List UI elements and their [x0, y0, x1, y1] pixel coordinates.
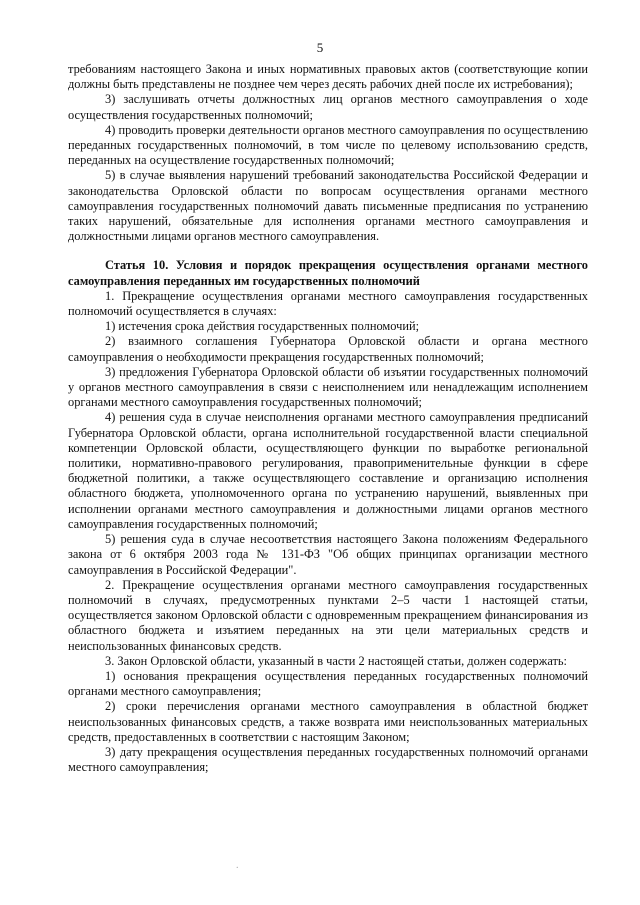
list-item: 2) взаимного соглашения Губернатора Орловской области и органа местного самоуправления о необходимости прекращения государственных полномочий; — [68, 334, 588, 364]
list-item: 4) проводить проверки деятельности органов местного самоуправления по осуществлению переданных государственных полномочий, в том числе по целевому использованию средств, переданных на осуществление государственных полномочий; — [68, 122, 588, 168]
list-item: 5) в случае выявления нарушений требований законодательства Российской Федерации и законодательства Орловской области по вопросам осуществления органами местного самоуправления государственных полномочий давать письменные предписания по устранению таких нарушений, обязательные для исполнения органами местного самоуправления и должностными лицами органов местного самоуправления. — [68, 168, 588, 244]
document-body — [68, 62, 588, 775]
list-item: 3) дату прекращения осуществления переданных государственных полномочий органами местного самоуправления; — [68, 744, 588, 775]
footer-mark: . — [236, 860, 239, 871]
list-item: 3) предложения Губернатора Орловской области об изъятии государственных полномочий у органов местного самоуправления в связи с неисполнением или ненадлежащим исполнением органами местного самоуправления государственных полномочий; — [68, 364, 588, 410]
page-number: 5 — [316, 40, 324, 55]
list-item: 1) истечения срока действия государственных полномочий; — [105, 319, 420, 334]
article-heading: Статья 10. Условия и порядок прекращения осуществления органами местного самоуправления переданных им государственных полномочий — [68, 258, 588, 288]
paragraph: 1. Прекращение осуществления органами местного самоуправления государственных полномочий осуществляется в случаях: — [68, 288, 588, 319]
paragraph: 3. Закон Орловской области, указанный в части 2 настоящей статьи, должен содержать: — [105, 653, 568, 668]
list-item: 4) решения суда в случае неисполнения органами местного самоуправления предписаний Губернатора Орловской области, органа исполнительной государственной власти специальной компетенции Орловской области, осуществляющего функции по выработке региональной политики, нормативно-правового регулирования, правоприменительные функции в сфере бюджетной политики, а также осуществляющего составление и организацию исполнения областного бюджета, уполномоченного органа по устранению нарушений, выявленных при исполнении органами местного самоуправления и должностными лицами органов местного самоуправления государственных полномочий; — [68, 410, 588, 531]
list-item: 5) решения суда в случае несоответствия настоящего Закона положениям Федерального закона от 6 октября 2003 года № 131-ФЗ "Об общих принципах организации местного самоуправления в Российской Федерации". — [68, 532, 588, 577]
list-item: 3) заслушивать отчеты должностных лиц органов местного самоуправления о ходе осуществления государственных полномочий; — [68, 92, 588, 122]
paragraph-continuation: требованиям настоящего Закона и иных нормативных правовых актов (соответствующие копии должны быть представлены не позднее чем через десять рабочих дней после их истребования); — [68, 62, 588, 92]
paragraph: 2. Прекращение осуществления органами местного самоуправления государственных полномочий в случаях, предусмотренных пунктами 2–5 части 1 настоящей статьи, осуществляется законом Орловской области с одновременным прекращением финансирования из областного бюджета и изъятием переданных на эти цели материальных средств и неиспользованных финансовых средств. — [68, 577, 588, 653]
list-item: 2) сроки перечисления органами местного самоуправления в областной бюджет неиспользованных финансовых средств, а также возврата ими неиспользованных материальных средств, предоставленных в соответствии с настоящим Законом; — [68, 699, 588, 744]
list-item: 1) основания прекращения осуществления переданных государственных полномочий органами местного самоуправления; — [68, 668, 588, 699]
